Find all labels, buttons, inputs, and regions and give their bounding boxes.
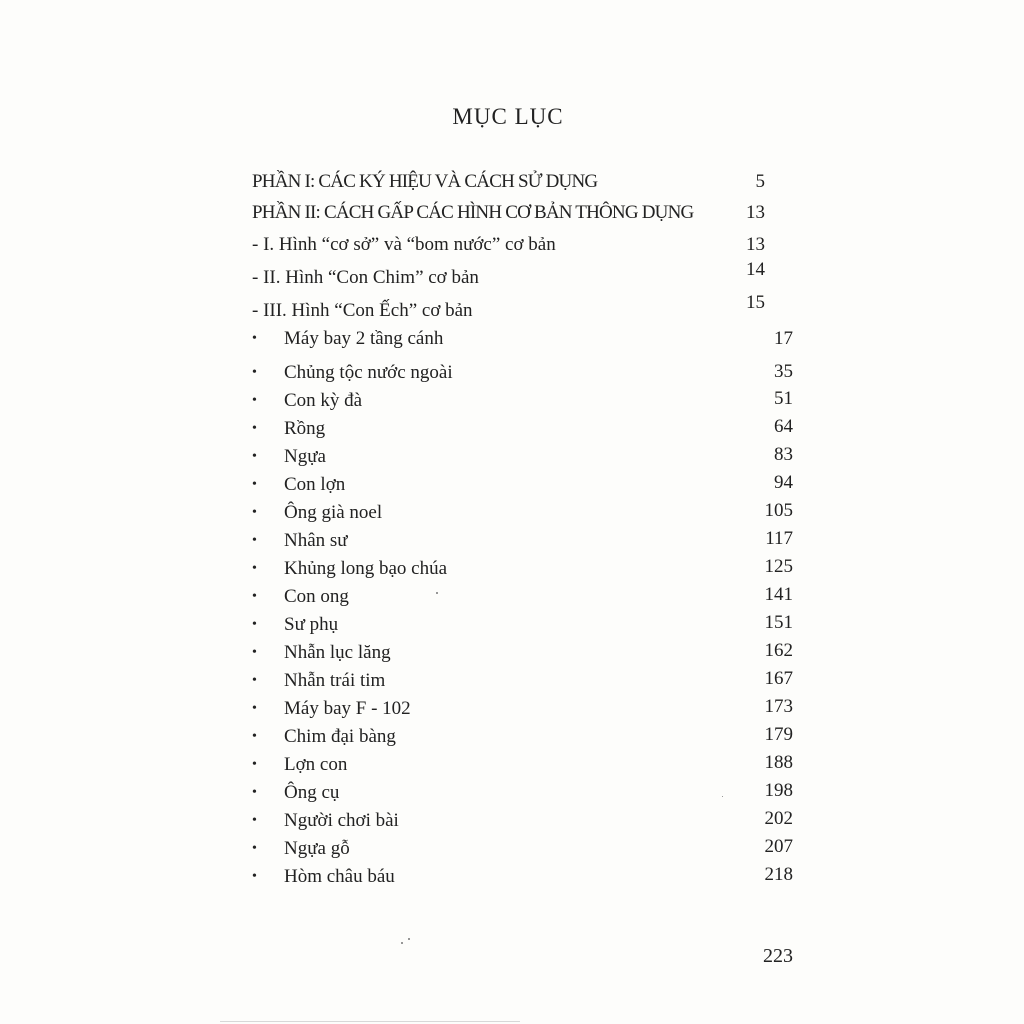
toc-item-5-page: 83 (774, 444, 793, 465)
toc-item-16: Lợn con (284, 754, 348, 775)
page-edge-line (220, 1021, 520, 1022)
toc-item-8-page: 117 (765, 528, 793, 549)
toc-section-2: - II. Hình “Con Chim” cơ bản (252, 267, 479, 288)
toc-item-15-page: 179 (764, 724, 793, 745)
bullet-5: • (252, 449, 257, 464)
bullet-14: • (252, 701, 257, 716)
toc-part-2 (252, 201, 693, 225)
toc-item-2: Chủng tộc nước ngoài (284, 362, 453, 383)
toc-item-20-page: 218 (764, 864, 793, 885)
bullet-6: • (252, 477, 257, 492)
toc-item-9: Khủng long bạo chúa (284, 558, 448, 579)
toc-item-4: Rồng (284, 418, 326, 439)
toc-item-11-page: 151 (764, 612, 793, 633)
toc-part-1-page: 5 (755, 171, 765, 192)
scan-speck (722, 796, 723, 797)
bullet-13: • (252, 673, 257, 688)
toc-item-9-page: 125 (764, 556, 793, 577)
toc-section-2-page: 14 (746, 259, 765, 280)
toc-item-12: Nhẫn lục lăng (284, 642, 391, 663)
page-number: 223 (763, 945, 793, 967)
toc-section-1: - I. Hình “cơ sở” và “bom nước” cơ bản (252, 234, 556, 255)
bullet-7: • (252, 505, 257, 520)
toc-item-2-page: 35 (774, 361, 793, 382)
toc-item-1: Máy bay 2 tầng cánh (284, 328, 444, 349)
bullet-18: • (252, 813, 257, 828)
toc-part-2-label: PHẦN II: CÁCH GẤP CÁC HÌNH CƠ BẢN THÔNG DỤNG (252, 202, 694, 223)
toc-item-13-page: 167 (764, 668, 793, 689)
toc-item-18: Người chơi bài (284, 810, 399, 831)
bullet-3: • (252, 393, 257, 408)
toc-item-14-page: 173 (764, 696, 793, 717)
toc-item-8: Nhân sư (284, 530, 348, 551)
toc-section-3: - III. Hình “Con Ếch” cơ bản (252, 300, 473, 321)
toc-item-12-page: 162 (764, 640, 793, 661)
bullet-16: • (252, 757, 257, 772)
bullet-4: • (252, 421, 257, 436)
bullet-19: • (252, 841, 257, 856)
bullet-11: • (252, 617, 257, 632)
bullet-20: • (252, 869, 257, 884)
toc-item-6: Con lợn (284, 474, 346, 495)
toc-item-6-page: 94 (774, 472, 793, 493)
toc-item-5: Ngựa (284, 446, 326, 467)
toc-item-1-page: 17 (774, 328, 793, 349)
toc-item-3-page: 51 (774, 388, 793, 409)
scan-speck (436, 592, 438, 594)
bullet-15: • (252, 729, 257, 744)
bullet-9: • (252, 561, 257, 576)
bullet-2: • (252, 365, 257, 380)
toc-item-7: Ông già noel (284, 502, 383, 523)
scan-speck (408, 938, 410, 940)
toc-item-10: Con ong (284, 586, 349, 607)
toc-item-19: Ngựa gỗ (284, 838, 350, 859)
toc-item-11: Sư phụ (284, 614, 339, 635)
toc-item-17-page: 198 (764, 780, 793, 801)
toc-item-16-page: 188 (764, 752, 793, 773)
toc-section-3-page: 15 (746, 292, 765, 313)
toc-item-3: Con kỳ đà (284, 390, 363, 411)
bullet-17: • (252, 785, 257, 800)
toc-item-17: Ông cụ (284, 782, 340, 803)
toc-part-1 (252, 170, 597, 194)
bullet-12: • (252, 645, 257, 660)
bullet-8: • (252, 533, 257, 548)
toc-part-1-label: PHẦN I: CÁC KÝ HIỆU VÀ CÁCH SỬ DỤNG (252, 171, 598, 192)
toc-item-15: Chim đại bàng (284, 726, 396, 747)
toc-item-7-page: 105 (764, 500, 793, 521)
toc-item-14: Máy bay F - 102 (284, 698, 411, 719)
toc-item-13: Nhẫn trái tim (284, 670, 386, 691)
toc-item-4-page: 64 (774, 416, 793, 437)
page-title: MỤC LỤC (452, 104, 564, 129)
toc-item-20: Hòm châu báu (284, 866, 395, 887)
scan-speck (401, 942, 403, 944)
toc-item-19-page: 207 (764, 836, 793, 857)
toc-section-1-page: 13 (746, 234, 765, 255)
bullet-1: • (252, 331, 257, 346)
bullet-10: • (252, 589, 257, 604)
toc-item-10-page: 141 (764, 584, 793, 605)
toc-item-18-page: 202 (764, 808, 793, 829)
toc-part-2-page: 13 (746, 202, 765, 223)
